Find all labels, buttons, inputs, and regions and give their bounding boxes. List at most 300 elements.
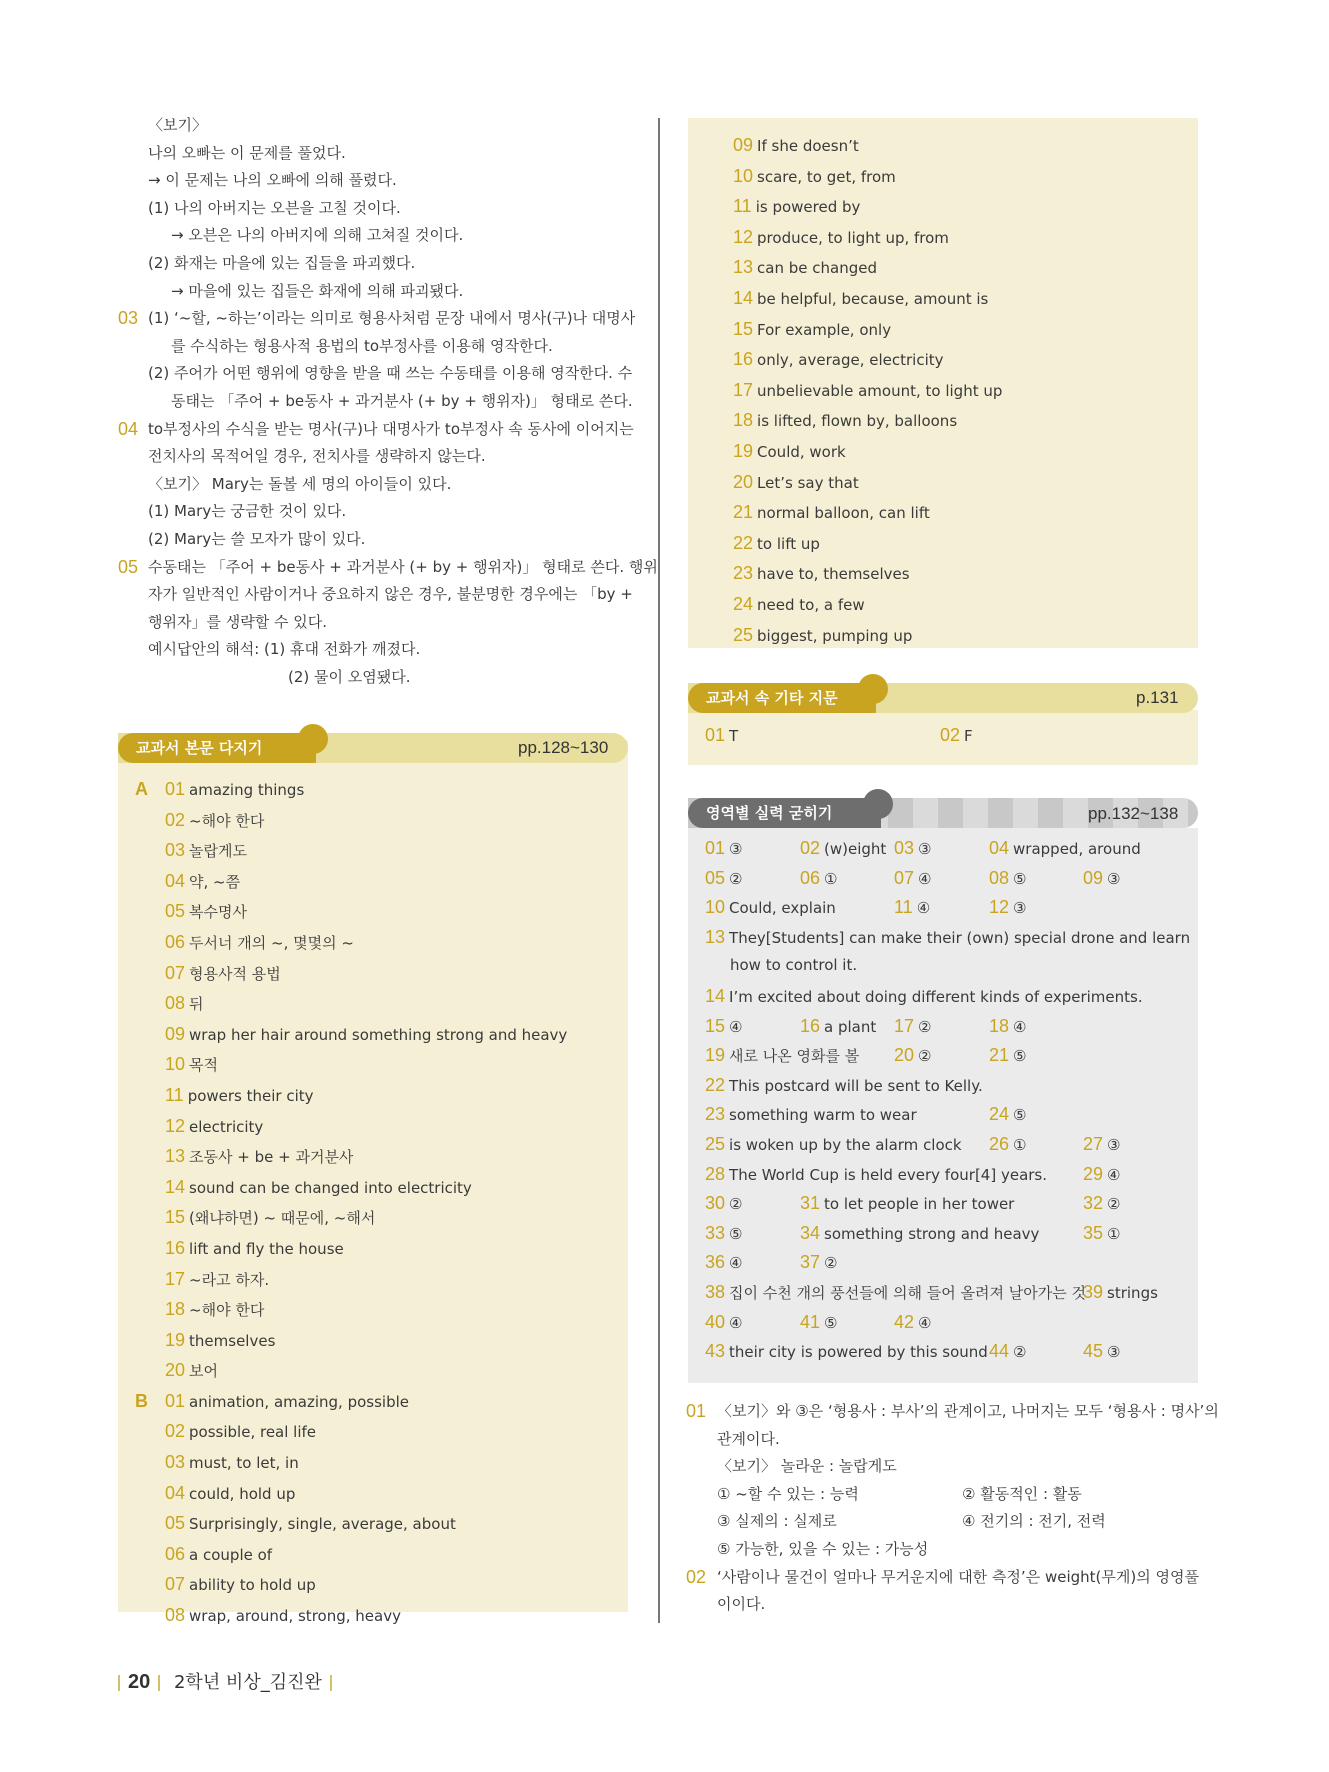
answer-text: Could, explain [729, 899, 836, 918]
left-explanation-block [118, 112, 658, 691]
answer-text: ② [1107, 1195, 1121, 1214]
practice-answer [894, 1045, 931, 1066]
item-number: 07 [165, 962, 186, 983]
practice-answer [894, 897, 930, 918]
answer-text: a plant [824, 1017, 877, 1036]
item-number: 06 [800, 867, 821, 888]
answer-text: 보어 [189, 1362, 219, 1381]
item-number: 42 [894, 1311, 915, 1332]
item-number: 13 [705, 926, 726, 947]
item-number: 16 [800, 1015, 821, 1036]
answer-text: unbelievable amount, to light up [757, 381, 1003, 400]
item-number: 39 [1083, 1282, 1104, 1302]
answer-text: ④ [729, 1254, 743, 1273]
explanation-line [118, 140, 638, 168]
item-number: 22 [705, 1074, 726, 1095]
item-number: 11 [733, 196, 752, 217]
list-item [135, 1570, 567, 1601]
list-item [135, 1540, 567, 1571]
answer-text: For example, only [757, 320, 892, 339]
item-number: 10 [165, 1054, 186, 1075]
answer-text: ① [1013, 1136, 1027, 1154]
answer-text: ⑤ [1013, 1047, 1027, 1066]
practice-answer [989, 897, 1026, 918]
item-number: 25 [705, 1134, 726, 1154]
item-number: 18 [733, 410, 754, 431]
practice-answer [989, 1104, 1026, 1125]
answer-text: strings [1107, 1284, 1158, 1302]
list-item [135, 1203, 567, 1234]
answer-text: Could, work [757, 442, 846, 461]
item-number: 02 [165, 809, 186, 830]
answer-text: to lift up [757, 534, 820, 553]
list-item [733, 376, 1002, 407]
explanation-text: → 이 문제는 나의 오빠에 의해 풀렸다. [148, 171, 397, 190]
item-number: 17 [894, 1015, 915, 1036]
practice-answer [705, 1045, 859, 1066]
textbook-review-continued-list [733, 131, 1002, 651]
answer-text: 조동사 + be + 과거분사 [189, 1148, 354, 1167]
answer-text: 복수명사 [189, 903, 247, 922]
answer-text: ③ [1107, 869, 1121, 888]
item-number: 08 [989, 867, 1010, 888]
list-item [135, 806, 567, 837]
list-item [135, 1326, 567, 1357]
item-number: 22 [733, 532, 754, 553]
practice-answer [1083, 1164, 1120, 1185]
item-number: 15 [165, 1207, 186, 1228]
item-number: 01 [705, 838, 726, 858]
list-item [135, 1295, 567, 1326]
practice-answer [705, 838, 742, 859]
item-number: 06 [165, 931, 186, 952]
answer-text: wrap her hair around something strong and heavy [189, 1025, 568, 1044]
explanation-text: ‘사람이나 물건이 얼마나 무거운지에 대한 측정’은 weight(무게)의 영영풀 [717, 1567, 1199, 1586]
answer-text: ① [1107, 1224, 1121, 1243]
item-number: 41 [800, 1311, 821, 1332]
list-item [135, 1417, 567, 1448]
item-number: 19 [733, 440, 754, 461]
answer-text: 목적 [189, 1056, 219, 1075]
practice-answer [705, 868, 742, 889]
list-item [733, 192, 1002, 223]
item-number: 03 [165, 840, 186, 861]
answer-text: be helpful, because, amount is [757, 289, 989, 308]
answer-text: need to, a few [757, 595, 865, 614]
list-item [135, 1387, 567, 1418]
list-item [135, 1601, 567, 1632]
answer-text: (왜냐하면) ~ 때문에, ~해서 [189, 1209, 376, 1228]
explanation-text: 행위자」를 생략할 수 있다. [148, 612, 327, 631]
practice-answer [1083, 868, 1120, 889]
item-number: 04 [989, 838, 1010, 858]
item-number: 06 [165, 1543, 186, 1564]
explanation-text: ① ~할 수 있는 : 능력 [717, 1484, 859, 1503]
practice-answer [989, 1045, 1026, 1066]
other-item-01: 01 T [705, 725, 739, 745]
answer-text: 뒤 [189, 995, 204, 1014]
explanation-text: ③ 실제의 : 실제로 [717, 1512, 837, 1531]
list-item [733, 345, 1002, 376]
explanation-line [118, 388, 638, 416]
other-passages-page: p.131 [1136, 688, 1179, 707]
item-number: 04 [118, 418, 139, 439]
answer-text: I’m excited about doing different kinds of experiments. [729, 988, 1143, 1006]
answer-text: could, hold up [189, 1484, 296, 1503]
list-item [733, 590, 1002, 621]
item-number: 03 [118, 308, 139, 329]
answer-text: themselves [189, 1331, 276, 1350]
answer-text: ability to hold up [189, 1576, 316, 1595]
answer-text: ③ [1107, 1136, 1121, 1154]
item-number: 32 [1083, 1193, 1104, 1214]
answer-text: scare, to get, from [757, 167, 896, 186]
item-number: 14 [705, 986, 726, 1006]
item-number: 07 [165, 1574, 186, 1595]
explanation-text: (2) Mary는 쓸 모자가 많이 있다. [148, 529, 366, 548]
explanation-text: ④ 전기의 : 전기, 전력 [962, 1512, 1106, 1531]
explanation-line [118, 222, 638, 250]
explanation-line [686, 1591, 1206, 1619]
answer-text: 새로 나온 영화를 볼 [729, 1047, 860, 1066]
practice-answer [894, 1016, 931, 1037]
item-number: 23 [733, 563, 754, 584]
explanation-line [118, 112, 638, 140]
practice-answer [705, 1223, 742, 1244]
answer-text: possible, real life [189, 1423, 317, 1442]
explanation-line [686, 1481, 1206, 1509]
list-item [733, 498, 1002, 529]
practice-answer [705, 927, 1190, 948]
answer-text: Surprisingly, single, average, about [189, 1515, 456, 1534]
header-circle-icon [858, 674, 888, 704]
item-number: 44 [989, 1341, 1010, 1362]
list-item [135, 836, 567, 867]
item-number: 34 [800, 1222, 821, 1243]
item-number: 28 [705, 1163, 726, 1184]
explanation-line [118, 416, 638, 444]
answer-text: ② [729, 869, 743, 888]
list-item [733, 162, 1002, 193]
answer-text: ④ [1013, 1017, 1027, 1036]
answer-text: wrapped, around [1013, 840, 1141, 858]
answer-text: produce, to light up, from [757, 228, 949, 247]
practice-explanations [686, 1398, 1219, 1619]
item-number: 36 [705, 1252, 726, 1273]
answer-text: ⑤ [824, 1313, 838, 1332]
list-item [733, 437, 1002, 468]
answer-text: sound can be changed into electricity [189, 1178, 472, 1197]
item-number: 05 [165, 1513, 186, 1534]
list-item [135, 1142, 567, 1173]
explanation-text: to부정사의 수식을 받는 명사(구)나 대명사가 to부정사 속 동사에 이어지는 [148, 419, 634, 438]
practice-answer [730, 956, 857, 974]
explanation-line [118, 443, 638, 471]
practice-answer [989, 1341, 1026, 1362]
explanation-line [686, 1564, 1206, 1592]
answer-text: is lifted, flown by, balloons [757, 412, 958, 431]
explanation-line [118, 554, 658, 582]
item-number: 12 [733, 226, 754, 247]
practice-answer [800, 1252, 837, 1273]
practice-answer [705, 1164, 1047, 1185]
footer-divider [158, 1675, 160, 1691]
item-number: 11 [894, 897, 913, 918]
item-number: 10 [733, 165, 754, 186]
textbook-review-pages: pp.128~130 [518, 738, 609, 757]
answer-text: lift and fly the house [189, 1239, 344, 1258]
item-number: 09 [165, 1023, 186, 1044]
list-item [733, 131, 1002, 162]
answer-text: to let people in her tower [824, 1195, 1015, 1214]
item-number: 19 [165, 1329, 186, 1350]
item-number: 13 [165, 1146, 186, 1167]
item-number: 30 [705, 1193, 726, 1214]
answer-text: something strong and heavy [824, 1224, 1040, 1243]
practice-answer [894, 868, 931, 889]
practice-answer [989, 1016, 1026, 1037]
answer-text: can be changed [757, 259, 877, 278]
answer-text: 형용사적 용법 [189, 964, 281, 983]
item-number: 01 [686, 1401, 707, 1421]
answer-text: ④ [729, 1017, 743, 1036]
explanation-line [118, 278, 638, 306]
footer-divider [330, 1675, 332, 1691]
explanation-line [118, 305, 638, 333]
answer-text: They[Students] can make their (own) special drone and learn [729, 928, 1191, 947]
answer-text: ⑤ [1013, 869, 1027, 888]
practice-answer [1083, 1223, 1120, 1244]
answer-text: their city is powered by this sound [729, 1343, 988, 1362]
explanation-line [118, 664, 638, 692]
answer-text: ② [918, 1017, 932, 1036]
practice-answer [1083, 1341, 1120, 1362]
practice-answer [705, 1312, 742, 1333]
footer-divider [118, 1675, 120, 1691]
item-number: 10 [705, 897, 726, 918]
practice-answer [705, 1282, 1086, 1303]
list-item [135, 1020, 567, 1051]
item-number: 11 [165, 1084, 184, 1105]
practice-answer [989, 1134, 1026, 1155]
item-number: 23 [705, 1104, 726, 1125]
item-number: 02 [800, 838, 821, 858]
explanation-text: 관계이다. [717, 1429, 780, 1448]
explanation-text: 자가 일반적인 사람이거나 중요하지 않은 경우, 불분명한 경우에는 「by + [148, 585, 633, 604]
answer-text: a couple of [189, 1545, 273, 1564]
item-number: 16 [733, 349, 754, 370]
explanation-line [118, 250, 638, 278]
explanation-line [118, 609, 638, 637]
explanation-line [686, 1453, 1206, 1481]
list-item [733, 284, 1002, 315]
footer-title: 2학년 비상_김진완 [173, 1672, 322, 1693]
list-item [135, 867, 567, 898]
list-item [733, 468, 1002, 499]
practice-answer [989, 838, 1141, 859]
item-number: 25 [733, 624, 754, 645]
item-number: 15 [705, 1015, 726, 1036]
explanation-text: → 오븐은 나의 아버지에 의해 고쳐질 것이다. [171, 226, 464, 245]
practice-answer [800, 1223, 1039, 1244]
list-item [135, 1050, 567, 1081]
list-item [135, 1356, 567, 1387]
list-item [135, 1448, 567, 1479]
answer-text: ① [824, 869, 838, 888]
list-item [135, 989, 567, 1020]
practice-answer [1083, 1282, 1158, 1303]
answer-text: ④ [918, 1313, 932, 1332]
list-item [733, 621, 1002, 652]
answer-text: ② [1013, 1343, 1027, 1362]
list-item [135, 775, 567, 806]
practice-pages: pp.132~138 [1088, 804, 1179, 823]
item-number: 18 [989, 1015, 1010, 1036]
explanation-text: (2) 주어가 어떤 행위에 영향을 받을 때 쓰는 수동태를 이용해 영작한다. 수 [148, 364, 633, 383]
list-item [135, 1173, 567, 1204]
answer-text: only, average, electricity [757, 351, 944, 370]
item-number: 08 [165, 993, 186, 1014]
answer-text: 두서너 개의 ~, 몇몇의 ~ [189, 933, 354, 952]
explanation-text: 예시답안의 해석: (1) 휴대 전화가 깨졌다. [148, 640, 421, 659]
item-number: 04 [165, 1482, 186, 1503]
answer-text: ~해야 한다 [189, 1301, 265, 1320]
item-number: 17 [733, 379, 754, 400]
answer-text: is woken up by the alarm clock [729, 1136, 962, 1154]
item-number: 02 [165, 1421, 186, 1442]
answer-text: This postcard will be sent to Kelly. [729, 1076, 983, 1095]
column-divider [658, 118, 660, 1623]
practice-answer [800, 1193, 1014, 1214]
explanation-text: 전치사의 목적어일 경우, 전치사를 생략하지 않는다. [148, 447, 486, 466]
explanation-line [118, 636, 638, 664]
practice-answer [800, 838, 886, 859]
item-number: 09 [1083, 867, 1104, 888]
answer-text: have to, themselves [757, 565, 910, 584]
item-number: 03 [165, 1452, 186, 1473]
answer-text: ⑤ [1013, 1106, 1027, 1125]
item-number: 24 [733, 593, 754, 614]
item-number: 13 [733, 257, 754, 278]
answer-text: 놀랍게도 [189, 842, 247, 861]
practice-answer [705, 897, 836, 918]
item-number: 15 [733, 318, 754, 339]
practice-answer [800, 1016, 876, 1037]
item-number: 27 [1083, 1134, 1104, 1154]
list-item [135, 1081, 567, 1112]
item-number: 40 [705, 1311, 726, 1332]
item-number: 31 [800, 1193, 821, 1214]
list-item [135, 1265, 567, 1296]
list-item [733, 559, 1002, 590]
explanation-text: (2) 물이 오염됐다. [288, 667, 411, 686]
page-number: 20 [128, 1671, 151, 1693]
answer-text: ③ [918, 840, 932, 858]
item-number: 43 [705, 1341, 726, 1362]
list-item [135, 1112, 567, 1143]
item-number: 29 [1083, 1163, 1104, 1184]
explanation-text: 나의 오빠는 이 문제를 풀었다. [148, 143, 346, 162]
item-number: 04 [165, 870, 186, 891]
explanation-text: 를 수식하는 형용사적 용법의 to부정사를 이용해 영작한다. [171, 336, 553, 355]
practice-answer [800, 868, 837, 889]
answer-text: ④ [729, 1313, 743, 1332]
item-number: 33 [705, 1222, 726, 1243]
answer-text: (w)eight [824, 840, 887, 858]
practice-answer [705, 1016, 742, 1037]
explanation-text: (1) ‘~할, ~하는’이라는 의미로 형용사처럼 문장 내에서 명사(구)나 대명사 [148, 309, 636, 328]
answer-text: Let’s say that [757, 473, 859, 492]
practice-answer [705, 986, 1143, 1007]
other-passages-tab: 교과서 속 기타 지문 [688, 683, 876, 713]
list-item [733, 253, 1002, 284]
answer-text: ② [729, 1195, 743, 1214]
practice-answer [800, 1312, 837, 1333]
answer-text: The World Cup is held every four[4] years. [729, 1165, 1048, 1184]
answer-text: ~라고 하자. [189, 1270, 270, 1289]
explanation-line [118, 498, 638, 526]
explanation-line [118, 195, 638, 223]
list-item [733, 406, 1002, 437]
item-number: 20 [894, 1045, 915, 1066]
item-number: 19 [705, 1045, 726, 1066]
answer-text: animation, amazing, possible [189, 1392, 409, 1411]
list-item [135, 897, 567, 928]
list-item [733, 315, 1002, 346]
answer-text: must, to let, in [189, 1454, 299, 1473]
item-number: 03 [894, 838, 915, 858]
answer-text: ④ [1107, 1165, 1121, 1184]
explanation-text: 〈보기〉 Mary는 돌볼 세 명의 아이들이 있다. [148, 474, 452, 493]
item-number: 05 [118, 556, 139, 577]
other-item-02: 02 F [940, 725, 973, 745]
list-item [135, 1234, 567, 1265]
explanation-text: 동태는 「주어 + be동사 + 과거분사 (+ by + 행위자)」 형태로 쓴다. [171, 391, 633, 410]
section-letter: A [135, 779, 148, 799]
practice-answer [705, 1193, 742, 1214]
explanation-text: ② 활동적인 : 활동 [962, 1484, 1082, 1503]
explanation-text: 〈보기〉 놀라운 : 놀랍게도 [717, 1457, 897, 1476]
answer-text: electricity [189, 1117, 264, 1136]
item-number: 18 [165, 1299, 186, 1320]
explanation-line [118, 333, 638, 361]
practice-answer [894, 838, 931, 859]
practice-answer [705, 1134, 962, 1155]
explanation-text: → 마을에 있는 집들은 화재에 의해 파괴됐다. [171, 281, 464, 300]
answer-text: ④ [916, 899, 931, 918]
answer-text: ② [918, 1047, 932, 1066]
item-number: 12 [989, 897, 1010, 918]
answer-text: how to control it. [730, 956, 858, 975]
answer-text: powers their city [187, 1086, 314, 1105]
answer-text: ③ [1107, 1343, 1121, 1362]
item-number: 20 [165, 1360, 186, 1381]
item-number: 38 [705, 1282, 726, 1302]
answer-text: amazing things [189, 781, 305, 799]
answer-text: normal balloon, can lift [757, 504, 930, 523]
explanation-text: (1) 나의 아버지는 오븐을 고칠 것이다. [148, 198, 401, 217]
item-number: 21 [989, 1045, 1010, 1066]
explanation-text: (2) 화재는 마을에 있는 집들을 파괴했다. [148, 253, 416, 272]
explanation-text: (1) Mary는 궁금한 것이 있다. [148, 502, 347, 521]
item-number: 37 [800, 1252, 821, 1273]
answer-text: ③ [729, 840, 743, 858]
item-number: 07 [894, 867, 915, 888]
header-circle-icon [863, 789, 893, 819]
answer-text: 집이 수천 개의 풍선들에 의해 들어 올려져 날아가는 것 [729, 1284, 1086, 1302]
explanation-line [686, 1508, 1206, 1536]
item-number: 02 [686, 1566, 707, 1587]
